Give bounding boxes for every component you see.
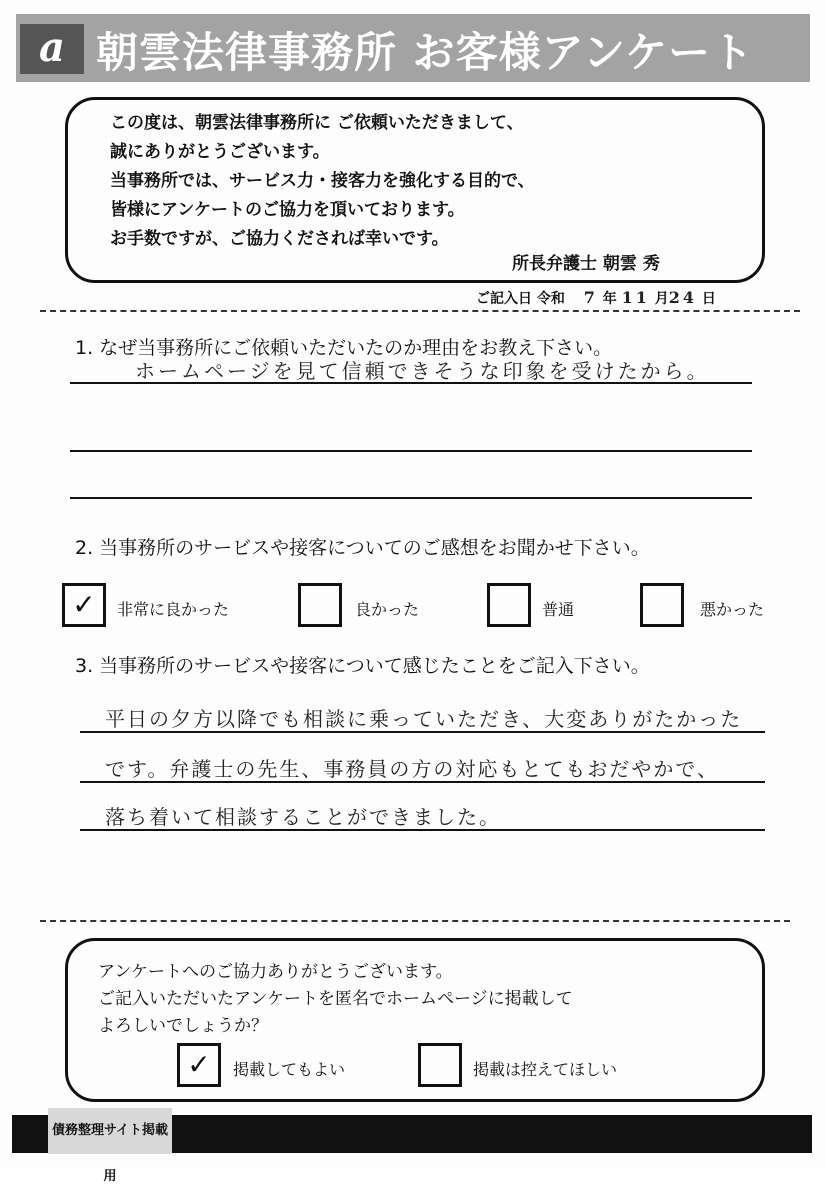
checkbox-decline-publish[interactable] [418,1043,462,1087]
option-label: 掲載してもよい [233,1060,346,1079]
divider [40,310,800,312]
checkbox-very-good[interactable]: ✓ [62,583,106,627]
divider [40,920,790,922]
checkbox-good[interactable] [298,583,342,627]
intro-line: この度は、朝雲法律事務所に ご依頼いただきまして、 [110,113,524,133]
answer-3-line[interactable]: 落ち着いて相談することができました。 [105,805,501,829]
answer-line [80,829,765,831]
date-month: 11 [621,288,650,307]
date-year: 7 [583,288,598,307]
page-title: 朝雲法律事務所 お客様アンケート [96,28,755,77]
consent-line: ご記入いただいたアンケートを匿名でホームページに掲載して [98,989,573,1009]
option-label: 悪かった [700,600,765,619]
answer-line [80,731,765,733]
answer-line [70,382,752,384]
date-label: ご記入日 令和 [476,291,565,307]
month-unit: 月 [654,291,669,307]
question-1: 1. なぜ当事務所にご依頼いただいたのか理由をお教え下さい。 [75,337,613,359]
answer-line [80,781,765,783]
footer-label: 債務整理サイト掲載用 [48,1108,172,1154]
intro-line: 当事務所では、サービス力・接客力を強化する目的で、 [110,171,535,191]
intro-line: お手数ですが、ご協力くだされば幸いです。 [110,229,449,249]
checkbox-average[interactable] [487,583,531,627]
checkbox-allow-publish[interactable]: ✓ [177,1043,221,1087]
checkbox-bad[interactable] [640,583,684,627]
intro-line: 皆様にアンケートのご協力を頂いております。 [110,200,465,220]
year-unit: 年 [602,291,617,307]
question-2: 2. 当事務所のサービスや接客についてのご感想をお聞かせ下さい。 [75,537,650,559]
consent-line: よろしいでしょうか？ [98,1016,268,1036]
answer-3-line[interactable]: 平日の夕方以降でも相談に乗っていただき、大変ありがたかった [105,707,743,731]
option-label: 良かった [355,600,420,619]
answer-line [70,497,752,499]
answer-1[interactable]: ホームページを見て信頼できそうな印象を受けたから。 [135,359,710,383]
question-3: 3. 当事務所のサービスや接客について感じたことをご記入下さい。 [75,655,650,677]
answer-3-line[interactable]: です。弁護士の先生、事務員の方の対応もとてもおだやかで、 [105,757,719,781]
consent-line: アンケートへのご協力ありがとうございます。 [98,962,453,982]
option-label: 普通 [542,600,575,619]
option-label: 掲載は控えてほしい [473,1060,618,1079]
day-unit: 日 [701,291,716,307]
answer-line [70,450,752,452]
logo-icon: a [20,24,84,74]
option-label: 非常に良かった [117,600,230,619]
date-field[interactable] [476,288,716,308]
intro-line: 誠にありがとうございます。 [110,142,330,162]
date-day: 24 [668,288,698,307]
signature: 所長弁護士 朝雲 秀 [512,254,660,274]
